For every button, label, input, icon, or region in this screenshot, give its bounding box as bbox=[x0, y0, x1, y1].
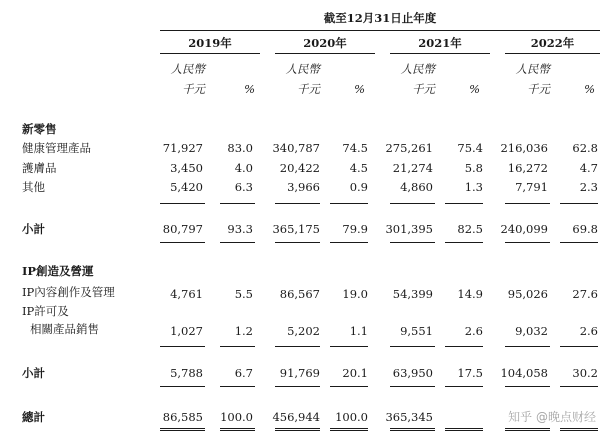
currency-label: 人民幣 bbox=[170, 62, 205, 76]
cell: 14.9 bbox=[457, 287, 483, 301]
cell: 4.0 bbox=[234, 161, 253, 175]
year-2019: 2019年 bbox=[188, 36, 232, 50]
cell: 365,345 bbox=[385, 410, 433, 424]
cell: 2.3 bbox=[579, 180, 598, 194]
cell: 91,769 bbox=[279, 366, 320, 380]
rule bbox=[330, 203, 368, 204]
rule bbox=[220, 346, 255, 347]
cell: 20.1 bbox=[342, 366, 368, 380]
cell: 79.9 bbox=[342, 222, 368, 236]
double-rule bbox=[390, 428, 435, 431]
cell: 75.4 bbox=[457, 141, 483, 155]
unit-label: 千元 bbox=[182, 82, 205, 96]
cell: 5.5 bbox=[234, 287, 253, 301]
rule bbox=[560, 203, 598, 204]
cell: 1,027 bbox=[170, 324, 203, 338]
unit-label: 千元 bbox=[297, 82, 320, 96]
cell: 62.8 bbox=[572, 141, 598, 155]
cell: 30.2 bbox=[572, 366, 598, 380]
cell: 17.5 bbox=[457, 366, 483, 380]
cell: 16,272 bbox=[507, 161, 548, 175]
double-rule bbox=[560, 428, 598, 431]
cell: 95,026 bbox=[507, 287, 548, 301]
rule bbox=[505, 242, 550, 243]
rule bbox=[445, 203, 483, 204]
cell: 4.7 bbox=[579, 161, 598, 175]
cell: 1.3 bbox=[464, 180, 483, 194]
row-label-ip-license: 相關產品銷售 bbox=[30, 322, 99, 336]
double-rule bbox=[275, 428, 320, 431]
row-label-ip-content: IP內容創作及管理 bbox=[22, 285, 115, 299]
year-rule-2022 bbox=[505, 53, 600, 54]
section-new-retail: 新零售 bbox=[22, 122, 57, 136]
cell: 93.3 bbox=[227, 222, 253, 236]
cell: 74.5 bbox=[342, 141, 368, 155]
double-rule bbox=[445, 428, 483, 431]
rule bbox=[220, 203, 255, 204]
cell: 83.0 bbox=[227, 141, 253, 155]
row-label-others: 其他 bbox=[22, 180, 45, 194]
cell: 9,551 bbox=[400, 324, 433, 338]
rule bbox=[445, 386, 483, 387]
rule bbox=[505, 346, 550, 347]
cell: 4,761 bbox=[170, 287, 203, 301]
cell: 100.0 bbox=[335, 410, 368, 424]
cell: 1.2 bbox=[234, 324, 253, 338]
rule bbox=[160, 386, 205, 387]
cell: 3,450 bbox=[170, 161, 203, 175]
double-rule bbox=[160, 428, 205, 431]
cell: 340,787 bbox=[272, 141, 320, 155]
rule bbox=[275, 346, 320, 347]
rule bbox=[390, 386, 435, 387]
cell: 9,032 bbox=[515, 324, 548, 338]
rule bbox=[220, 386, 255, 387]
total-label: 總計 bbox=[22, 410, 45, 424]
cell: 80,797 bbox=[162, 222, 203, 236]
year-rule-2020 bbox=[275, 53, 375, 54]
cell: 63,950 bbox=[392, 366, 433, 380]
cell: 275,261 bbox=[385, 141, 433, 155]
period-header: 截至12月31日止年度 bbox=[323, 11, 437, 25]
subtotal-label: 小計 bbox=[22, 366, 45, 380]
year-rule-2021 bbox=[390, 53, 490, 54]
year-2022: 2022年 bbox=[530, 36, 575, 50]
cell: 0.9 bbox=[349, 180, 368, 194]
rule bbox=[330, 386, 368, 387]
rule bbox=[445, 346, 483, 347]
rule bbox=[160, 203, 205, 204]
rule bbox=[505, 203, 550, 204]
cell: 240,099 bbox=[500, 222, 548, 236]
cell: 4,860 bbox=[400, 180, 433, 194]
cell: 456,944 bbox=[272, 410, 320, 424]
rule bbox=[275, 386, 320, 387]
cell: 6.7 bbox=[234, 366, 253, 380]
cell: 7,791 bbox=[515, 180, 548, 194]
cell: 86,567 bbox=[279, 287, 320, 301]
cell: 5,420 bbox=[170, 180, 203, 194]
cell: 2.6 bbox=[579, 324, 598, 338]
rule bbox=[160, 242, 205, 243]
year-2020: 2020年 bbox=[303, 36, 347, 50]
cell: 19.0 bbox=[342, 287, 368, 301]
currency-label: 人民幣 bbox=[400, 62, 435, 76]
rule bbox=[275, 203, 320, 204]
rule bbox=[445, 242, 483, 243]
rule bbox=[390, 346, 435, 347]
rule bbox=[330, 346, 368, 347]
cell: 86,585 bbox=[162, 410, 203, 424]
header-rule bbox=[160, 30, 600, 31]
year-2021: 2021年 bbox=[418, 36, 462, 50]
cell: 365,175 bbox=[272, 222, 320, 236]
cell: 4.5 bbox=[349, 161, 368, 175]
rule bbox=[220, 242, 255, 243]
cell: 1.1 bbox=[349, 324, 368, 338]
row-label-health: 健康管理產品 bbox=[22, 141, 91, 155]
cell: 20,422 bbox=[279, 161, 320, 175]
double-rule bbox=[505, 428, 550, 431]
rule bbox=[275, 242, 320, 243]
cell: 54,399 bbox=[392, 287, 433, 301]
double-rule bbox=[220, 428, 255, 431]
rule bbox=[390, 242, 435, 243]
cell: 104,058 bbox=[500, 366, 548, 380]
rule bbox=[390, 203, 435, 204]
rule bbox=[160, 346, 205, 347]
rule bbox=[330, 242, 368, 243]
cell: 5,788 bbox=[170, 366, 203, 380]
section-ip: IP創造及營運 bbox=[22, 264, 94, 278]
watermark: 知乎 @晚点财经 bbox=[508, 410, 596, 424]
cell: 100.0 bbox=[220, 410, 253, 424]
subtotal-label: 小計 bbox=[22, 222, 45, 236]
rule bbox=[560, 386, 598, 387]
cell: 5,202 bbox=[287, 324, 320, 338]
rule bbox=[560, 242, 598, 243]
year-rule-2019 bbox=[160, 53, 260, 54]
rule bbox=[505, 386, 550, 387]
unit-label: 千元 bbox=[412, 82, 435, 96]
pct-label: % bbox=[469, 82, 480, 96]
double-rule bbox=[330, 428, 368, 431]
cell: 27.6 bbox=[572, 287, 598, 301]
cell: 6.3 bbox=[234, 180, 253, 194]
row-label-skincare: 護膚品 bbox=[22, 161, 57, 175]
cell: 71,927 bbox=[162, 141, 203, 155]
cell: 301,395 bbox=[385, 222, 433, 236]
cell: 21,274 bbox=[392, 161, 433, 175]
currency-label: 人民幣 bbox=[515, 62, 550, 76]
pct-label: % bbox=[244, 82, 255, 96]
currency-label: 人民幣 bbox=[285, 62, 320, 76]
row-label-ip-license-line1: IP許可及 bbox=[22, 304, 69, 318]
pct-label: % bbox=[584, 82, 595, 96]
pct-label: % bbox=[354, 82, 365, 96]
cell: 82.5 bbox=[457, 222, 483, 236]
cell: 2.6 bbox=[464, 324, 483, 338]
rule bbox=[560, 346, 598, 347]
cell: 3,966 bbox=[287, 180, 320, 194]
cell: 216,036 bbox=[500, 141, 548, 155]
cell: 69.8 bbox=[572, 222, 598, 236]
cell: 5.8 bbox=[464, 161, 483, 175]
unit-label: 千元 bbox=[527, 82, 550, 96]
